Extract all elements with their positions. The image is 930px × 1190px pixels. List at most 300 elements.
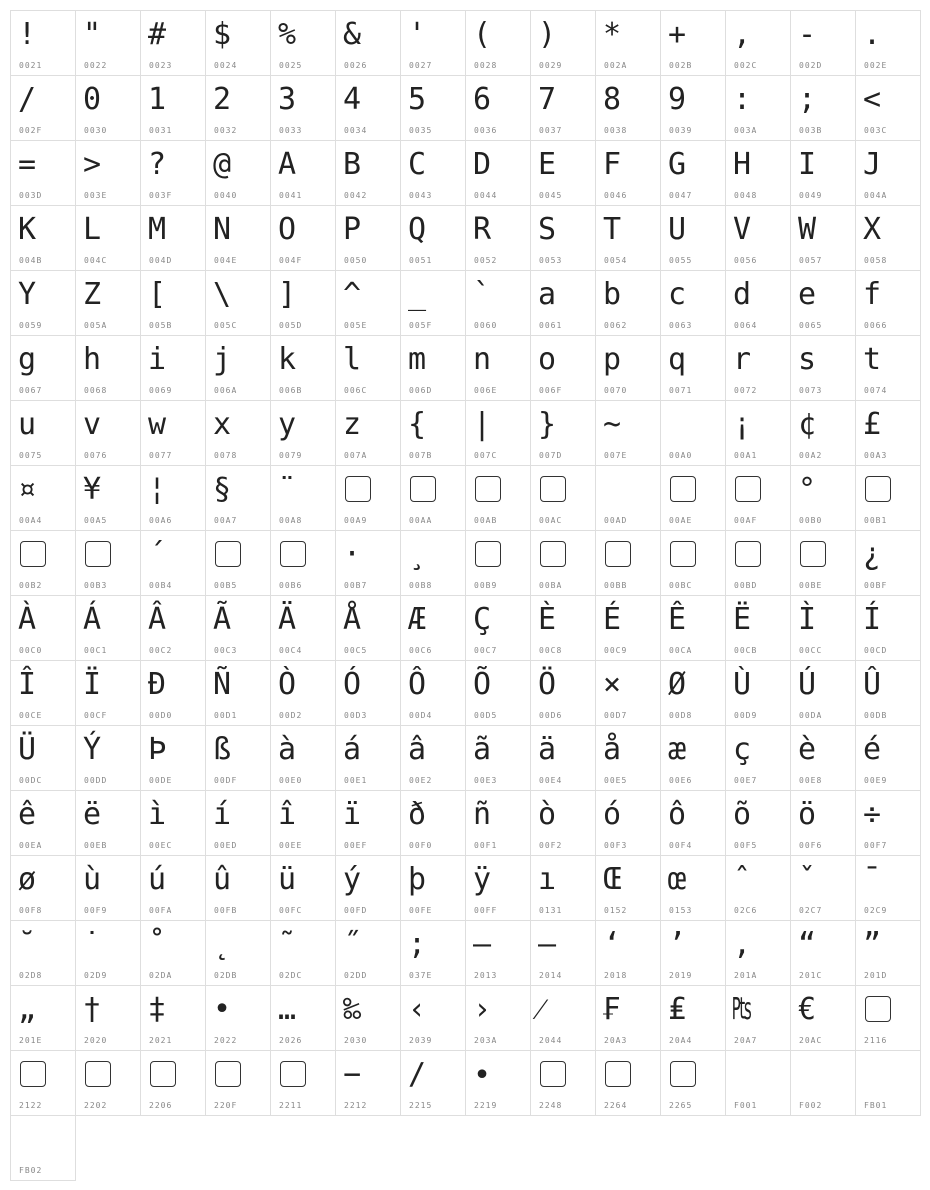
glyph-cell[interactable] (855, 205, 921, 271)
glyph-code-label: 00CC (799, 646, 823, 655)
glyph-cell[interactable] (595, 10, 661, 76)
missing-glyph-box-icon (605, 541, 631, 567)
glyph-cell[interactable] (140, 725, 206, 791)
glyph-grid (10, 10, 920, 1180)
glyph-cell[interactable] (855, 270, 921, 336)
glyph-cell[interactable] (205, 985, 271, 1051)
glyph-cell[interactable] (400, 790, 466, 856)
glyph-cell[interactable] (400, 10, 466, 76)
glyph-cell[interactable] (725, 270, 791, 336)
glyph-cell[interactable] (10, 595, 76, 661)
glyph-cell[interactable] (205, 790, 271, 856)
glyph-cell[interactable] (595, 725, 661, 791)
glyph-cell[interactable] (465, 140, 531, 206)
glyph-cell[interactable] (725, 10, 791, 76)
glyph-code-label: 00AE (669, 516, 693, 525)
glyph-cell[interactable] (10, 660, 76, 726)
glyph-cell[interactable] (400, 205, 466, 271)
glyph-preview: 4 (343, 82, 362, 117)
glyph-cell[interactable] (660, 595, 726, 661)
glyph-cell[interactable] (790, 920, 856, 986)
glyph-cell[interactable] (465, 205, 531, 271)
glyph-cell[interactable] (530, 1050, 596, 1116)
glyph-cell[interactable] (75, 1050, 141, 1116)
glyph-cell[interactable] (140, 400, 206, 466)
glyph-preview: { (408, 407, 427, 442)
glyph-cell[interactable] (790, 790, 856, 856)
glyph-code-label: 0024 (214, 61, 238, 70)
glyph-cell[interactable] (140, 335, 206, 401)
glyph-cell[interactable] (725, 920, 791, 986)
glyph-cell[interactable] (595, 920, 661, 986)
glyph-cell[interactable] (205, 725, 271, 791)
glyph-cell[interactable] (270, 75, 336, 141)
glyph-cell[interactable] (725, 1050, 791, 1116)
glyph-cell[interactable] (10, 75, 76, 141)
glyph-cell[interactable] (10, 1115, 76, 1181)
glyph-cell[interactable] (75, 335, 141, 401)
glyph-code-label: 0069 (149, 386, 173, 395)
glyph-cell[interactable] (205, 855, 271, 921)
glyph-cell[interactable] (335, 1050, 401, 1116)
glyph-cell[interactable] (75, 400, 141, 466)
glyph-cell[interactable] (400, 270, 466, 336)
glyph-cell[interactable] (595, 1050, 661, 1116)
glyph-cell[interactable] (140, 595, 206, 661)
glyph-cell[interactable] (855, 790, 921, 856)
glyph-cell[interactable] (270, 335, 336, 401)
glyph-cell[interactable] (270, 1050, 336, 1116)
glyph-cell[interactable] (75, 920, 141, 986)
glyph-cell[interactable] (270, 530, 336, 596)
glyph-cell[interactable] (855, 400, 921, 466)
glyph-cell[interactable] (595, 985, 661, 1051)
glyph-cell[interactable] (595, 205, 661, 271)
glyph-code-label: 00B0 (799, 516, 823, 525)
glyph-cell[interactable] (660, 140, 726, 206)
glyph-cell[interactable] (790, 660, 856, 726)
glyph-code-label: 0054 (604, 256, 628, 265)
glyph-cell[interactable] (660, 270, 726, 336)
glyph-code-label: 005C (214, 321, 238, 330)
glyph-cell[interactable] (725, 205, 791, 271)
glyph-code-label: 00B9 (474, 581, 498, 590)
glyph-preview: v (83, 407, 102, 442)
glyph-cell[interactable] (595, 595, 661, 661)
glyph-cell[interactable] (790, 335, 856, 401)
glyph-cell[interactable] (790, 400, 856, 466)
glyph-cell[interactable] (335, 335, 401, 401)
glyph-cell[interactable] (465, 790, 531, 856)
glyph-cell[interactable] (10, 530, 76, 596)
glyph-cell[interactable] (205, 270, 271, 336)
glyph-cell[interactable] (595, 75, 661, 141)
glyph-cell[interactable] (725, 400, 791, 466)
glyph-preview: Å (343, 602, 362, 637)
glyph-cell[interactable] (595, 530, 661, 596)
glyph-cell[interactable] (140, 465, 206, 531)
glyph-cell[interactable] (140, 1050, 206, 1116)
glyph-cell[interactable] (660, 790, 726, 856)
glyph-cell[interactable] (725, 465, 791, 531)
glyph-preview: ð (408, 797, 427, 832)
glyph-cell[interactable] (205, 10, 271, 76)
glyph-cell[interactable] (465, 335, 531, 401)
glyph-cell[interactable] (270, 660, 336, 726)
glyph-cell[interactable] (725, 660, 791, 726)
glyph-cell[interactable] (530, 270, 596, 336)
glyph-code-label: 004C (84, 256, 108, 265)
glyph-cell[interactable] (140, 10, 206, 76)
glyph-code-label: 00F4 (669, 841, 693, 850)
glyph-preview: õ (733, 797, 752, 832)
glyph-cell[interactable] (400, 335, 466, 401)
glyph-cell[interactable] (595, 335, 661, 401)
glyph-cell[interactable] (595, 140, 661, 206)
glyph-cell[interactable] (335, 270, 401, 336)
glyph-preview: É (603, 602, 622, 637)
glyph-cell[interactable] (205, 400, 271, 466)
glyph-cell[interactable] (335, 530, 401, 596)
glyph-cell[interactable] (335, 725, 401, 791)
glyph-cell[interactable] (400, 595, 466, 661)
glyph-code-label: 0049 (799, 191, 823, 200)
glyph-cell[interactable] (790, 725, 856, 791)
glyph-cell[interactable] (530, 530, 596, 596)
glyph-cell[interactable] (10, 10, 76, 76)
glyph-cell[interactable] (205, 335, 271, 401)
glyph-cell[interactable] (530, 985, 596, 1051)
glyph-preview: Ü (18, 732, 37, 767)
missing-glyph-box-icon (475, 476, 501, 502)
glyph-preview: À (18, 602, 37, 637)
glyph-preview: ] (278, 277, 297, 312)
glyph-cell[interactable] (75, 725, 141, 791)
glyph-cell[interactable] (140, 855, 206, 921)
glyph-preview: a (538, 277, 557, 312)
glyph-code-label: 00BF (864, 581, 888, 590)
glyph-cell[interactable] (660, 920, 726, 986)
glyph-cell[interactable] (335, 75, 401, 141)
glyph-cell[interactable] (725, 530, 791, 596)
glyph-cell[interactable] (790, 205, 856, 271)
glyph-code-label: 0056 (734, 256, 758, 265)
glyph-cell[interactable] (270, 595, 336, 661)
glyph-preview: * (603, 17, 622, 52)
glyph-cell[interactable] (400, 530, 466, 596)
glyph-cell[interactable] (335, 790, 401, 856)
glyph-preview: S (538, 212, 557, 247)
glyph-cell[interactable] (725, 855, 791, 921)
glyph-cell[interactable] (140, 530, 206, 596)
glyph-cell[interactable] (465, 75, 531, 141)
glyph-cell[interactable] (465, 660, 531, 726)
glyph-cell[interactable] (855, 530, 921, 596)
glyph-cell[interactable] (595, 465, 661, 531)
glyph-cell[interactable] (75, 790, 141, 856)
glyph-cell[interactable] (270, 10, 336, 76)
glyph-cell[interactable] (530, 75, 596, 141)
glyph-cell[interactable] (270, 920, 336, 986)
glyph-cell[interactable] (270, 400, 336, 466)
glyph-cell[interactable] (335, 400, 401, 466)
glyph-cell[interactable] (530, 10, 596, 76)
glyph-cell[interactable] (465, 530, 531, 596)
glyph-cell[interactable] (205, 1050, 271, 1116)
glyph-cell[interactable] (140, 140, 206, 206)
glyph-cell[interactable] (205, 140, 271, 206)
glyph-cell[interactable] (465, 595, 531, 661)
glyph-cell[interactable] (75, 855, 141, 921)
glyph-cell[interactable] (465, 725, 531, 791)
glyph-cell[interactable] (140, 985, 206, 1051)
glyph-cell[interactable] (270, 790, 336, 856)
glyph-cell[interactable] (790, 270, 856, 336)
glyph-cell[interactable] (270, 465, 336, 531)
glyph-preview: ; (798, 82, 817, 117)
glyph-preview: - (798, 17, 817, 52)
glyph-cell[interactable] (400, 1050, 466, 1116)
glyph-cell[interactable] (725, 595, 791, 661)
glyph-cell[interactable] (140, 270, 206, 336)
glyph-code-label: 02C9 (864, 906, 888, 915)
glyph-cell[interactable] (75, 985, 141, 1051)
glyph-cell[interactable] (140, 660, 206, 726)
glyph-cell[interactable] (465, 270, 531, 336)
glyph-cell[interactable] (855, 595, 921, 661)
glyph-preview: ˛ (213, 927, 232, 962)
glyph-cell[interactable] (855, 10, 921, 76)
glyph-cell[interactable] (400, 140, 466, 206)
glyph-code-label: 20A3 (604, 1036, 628, 1045)
glyph-cell[interactable] (595, 270, 661, 336)
glyph-cell[interactable] (10, 205, 76, 271)
glyph-cell[interactable] (75, 530, 141, 596)
glyph-cell[interactable] (530, 920, 596, 986)
glyph-cell[interactable] (530, 790, 596, 856)
glyph-cell[interactable] (530, 465, 596, 531)
glyph-cell[interactable] (400, 985, 466, 1051)
glyph-cell[interactable] (660, 205, 726, 271)
glyph-cell[interactable] (660, 985, 726, 1051)
glyph-cell[interactable] (660, 1050, 726, 1116)
glyph-cell[interactable] (855, 985, 921, 1051)
glyph-cell[interactable] (140, 790, 206, 856)
glyph-cell[interactable] (465, 1050, 531, 1116)
glyph-code-label: 002D (799, 61, 823, 70)
glyph-cell[interactable] (660, 10, 726, 76)
glyph-cell[interactable] (270, 725, 336, 791)
glyph-cell[interactable] (855, 660, 921, 726)
glyph-cell[interactable] (75, 465, 141, 531)
glyph-cell[interactable] (790, 1050, 856, 1116)
glyph-cell[interactable] (335, 205, 401, 271)
glyph-cell[interactable] (530, 660, 596, 726)
glyph-cell[interactable] (530, 855, 596, 921)
glyph-cell[interactable] (75, 75, 141, 141)
glyph-cell[interactable] (660, 530, 726, 596)
glyph-code-label: 006E (474, 386, 498, 395)
glyph-cell[interactable] (335, 920, 401, 986)
glyph-cell[interactable] (400, 725, 466, 791)
glyph-cell[interactable] (790, 10, 856, 76)
glyph-cell[interactable] (725, 75, 791, 141)
glyph-cell[interactable] (335, 855, 401, 921)
glyph-cell[interactable] (10, 140, 76, 206)
glyph-code-label: 005E (344, 321, 368, 330)
glyph-cell[interactable] (10, 270, 76, 336)
glyph-cell[interactable] (205, 660, 271, 726)
glyph-cell[interactable] (530, 140, 596, 206)
glyph-preview: ˉ (863, 862, 882, 897)
glyph-cell[interactable] (660, 855, 726, 921)
glyph-code-label: 00EB (84, 841, 108, 850)
glyph-cell[interactable] (725, 790, 791, 856)
glyph-cell[interactable] (530, 335, 596, 401)
glyph-cell[interactable] (205, 530, 271, 596)
glyph-preview: h (83, 342, 102, 377)
glyph-cell[interactable] (530, 205, 596, 271)
glyph-cell[interactable] (10, 1050, 76, 1116)
glyph-cell[interactable] (465, 855, 531, 921)
glyph-code-label: 00E1 (344, 776, 368, 785)
glyph-cell[interactable] (270, 140, 336, 206)
glyph-cell[interactable] (10, 335, 76, 401)
glyph-cell[interactable] (75, 10, 141, 76)
glyph-cell[interactable] (660, 335, 726, 401)
glyph-cell[interactable] (855, 140, 921, 206)
glyph-preview: Ý (83, 732, 102, 767)
glyph-cell[interactable] (465, 465, 531, 531)
glyph-cell[interactable] (75, 595, 141, 661)
glyph-cell[interactable] (335, 660, 401, 726)
glyph-cell[interactable] (335, 985, 401, 1051)
glyph-cell[interactable] (855, 725, 921, 791)
glyph-cell[interactable] (725, 140, 791, 206)
glyph-code-label: 005A (84, 321, 108, 330)
glyph-cell[interactable] (465, 920, 531, 986)
glyph-preview: å (603, 732, 622, 767)
glyph-cell[interactable] (595, 855, 661, 921)
glyph-cell[interactable] (205, 920, 271, 986)
glyph-code-label: 0035 (409, 126, 433, 135)
glyph-cell[interactable] (75, 140, 141, 206)
glyph-preview: Ô (408, 667, 427, 702)
glyph-cell[interactable] (660, 400, 726, 466)
glyph-cell[interactable] (140, 205, 206, 271)
glyph-cell[interactable] (595, 790, 661, 856)
glyph-cell[interactable] (595, 400, 661, 466)
glyph-cell[interactable] (855, 335, 921, 401)
glyph-cell[interactable] (335, 140, 401, 206)
glyph-cell[interactable] (10, 790, 76, 856)
glyph-cell[interactable] (205, 205, 271, 271)
glyph-cell[interactable] (725, 725, 791, 791)
glyph-cell[interactable] (10, 855, 76, 921)
glyph-cell[interactable] (855, 920, 921, 986)
glyph-cell[interactable] (465, 400, 531, 466)
glyph-cell[interactable] (400, 400, 466, 466)
glyph-cell[interactable] (465, 10, 531, 76)
glyph-cell[interactable] (270, 985, 336, 1051)
glyph-cell[interactable] (790, 140, 856, 206)
glyph-cell[interactable] (790, 530, 856, 596)
glyph-cell[interactable] (530, 595, 596, 661)
glyph-cell[interactable] (855, 75, 921, 141)
glyph-cell[interactable] (400, 465, 466, 531)
glyph-cell[interactable] (10, 465, 76, 531)
glyph-cell[interactable] (855, 855, 921, 921)
glyph-cell[interactable] (75, 205, 141, 271)
glyph-cell[interactable] (725, 335, 791, 401)
glyph-code-label: 0057 (799, 256, 823, 265)
glyph-cell[interactable] (790, 75, 856, 141)
glyph-cell[interactable] (140, 75, 206, 141)
glyph-cell[interactable] (205, 75, 271, 141)
glyph-cell[interactable] (10, 920, 76, 986)
glyph-code-label: 0029 (539, 61, 563, 70)
glyph-preview: l (343, 342, 362, 377)
glyph-cell[interactable] (790, 855, 856, 921)
glyph-cell[interactable] (335, 595, 401, 661)
glyph-cell[interactable] (660, 75, 726, 141)
glyph-cell[interactable] (270, 855, 336, 921)
glyph-preview: û (213, 862, 232, 897)
glyph-cell[interactable] (595, 660, 661, 726)
glyph-cell[interactable] (140, 920, 206, 986)
glyph-code-label: 00EA (19, 841, 43, 850)
glyph-cell[interactable] (10, 725, 76, 791)
glyph-cell[interactable] (335, 10, 401, 76)
glyph-cell[interactable] (660, 725, 726, 791)
glyph-cell[interactable] (400, 75, 466, 141)
glyph-cell[interactable] (400, 660, 466, 726)
glyph-cell[interactable] (335, 465, 401, 531)
glyph-cell[interactable] (270, 270, 336, 336)
glyph-cell[interactable] (75, 270, 141, 336)
glyph-cell[interactable] (725, 985, 791, 1051)
glyph-cell[interactable] (530, 725, 596, 791)
glyph-cell[interactable] (660, 660, 726, 726)
glyph-cell[interactable] (270, 205, 336, 271)
glyph-code-label: 00ED (214, 841, 238, 850)
glyph-cell[interactable] (855, 465, 921, 531)
glyph-code-label: 00F0 (409, 841, 433, 850)
glyph-cell[interactable] (10, 400, 76, 466)
glyph-cell[interactable] (400, 920, 466, 986)
glyph-cell[interactable] (400, 855, 466, 921)
glyph-cell[interactable] (75, 660, 141, 726)
glyph-code-label: F002 (799, 1101, 823, 1110)
glyph-cell[interactable] (790, 985, 856, 1051)
glyph-cell[interactable] (465, 985, 531, 1051)
glyph-cell[interactable] (10, 985, 76, 1051)
glyph-preview: W (798, 212, 817, 247)
glyph-cell[interactable] (530, 400, 596, 466)
glyph-cell[interactable] (790, 595, 856, 661)
glyph-cell[interactable] (790, 465, 856, 531)
glyph-cell[interactable] (205, 595, 271, 661)
glyph-cell[interactable] (205, 465, 271, 531)
glyph-code-label: 00C8 (539, 646, 563, 655)
glyph-preview: ¨ (278, 472, 297, 507)
glyph-preview: ⁄ (538, 992, 544, 1027)
glyph-preview: y (278, 407, 297, 442)
glyph-cell[interactable] (660, 465, 726, 531)
glyph-code-label: 220F (214, 1101, 238, 1110)
glyph-cell[interactable] (855, 1050, 921, 1116)
glyph-preview: ¸ (408, 537, 427, 572)
